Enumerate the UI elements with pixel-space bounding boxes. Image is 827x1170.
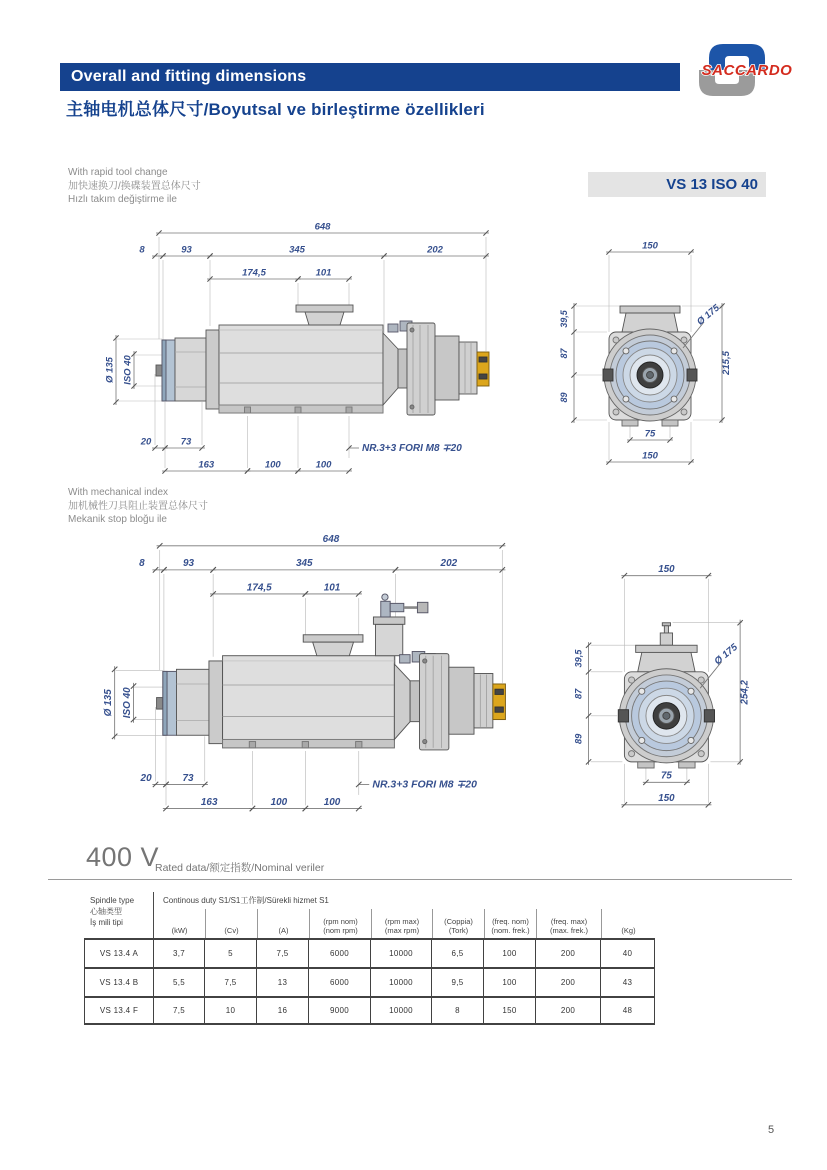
- header-bar: [60, 63, 680, 91]
- table-cell: 200: [536, 938, 601, 967]
- mounting-hole-mark: [356, 742, 362, 748]
- duty-header: Continous duty S1/S1工作制/Sürekli hizmet S1: [163, 896, 329, 905]
- dimension-label: 150: [658, 564, 675, 576]
- table-cell: 16: [257, 996, 309, 1025]
- mechanical-index-cylinder: [376, 624, 403, 655]
- mounting-hole-mark: [245, 407, 251, 413]
- dimension-label: 174,5: [246, 582, 272, 594]
- screw: [423, 739, 427, 743]
- spindle-type-header: [84, 892, 154, 938]
- front-view-drawing-mechanical-index: [564, 545, 820, 813]
- pipe-connector: [417, 602, 427, 612]
- section-2-tr: Mekanik stop bloğu ile: [68, 514, 167, 525]
- side-clamp-right: [704, 710, 714, 722]
- air-union-neck: [305, 312, 344, 325]
- table-row-name: VS 13.4 A: [84, 938, 154, 967]
- dimension-label: 39,5: [573, 649, 584, 668]
- column-header: [536, 909, 601, 938]
- table-cell: 100: [484, 938, 536, 967]
- front-collar: [209, 661, 223, 744]
- foot: [622, 420, 638, 426]
- index-stud-cap: [662, 623, 670, 626]
- mechanical-index-cap: [373, 617, 404, 624]
- dimension-label: 93: [182, 558, 195, 570]
- corner-screw: [629, 677, 635, 683]
- holes-note: NR.3+3 FORI M8 ∓20: [362, 443, 462, 454]
- dimension-label: Ø 135: [104, 357, 116, 383]
- sensor-detail: [495, 707, 503, 712]
- dimension-label: 215,5: [721, 351, 732, 375]
- mounting-hole-mark: [249, 742, 255, 748]
- column-header-line1: (rpm max): [384, 917, 420, 926]
- column-header-line1: (Kg): [621, 926, 636, 935]
- page-subtitle: 主轴电机总体尺寸/Boyutsal ve birleştirme özellikleri: [66, 100, 485, 119]
- dimension-label: 202: [427, 244, 443, 256]
- air-union-plate: [303, 635, 363, 642]
- bolt-hole: [671, 396, 677, 402]
- table-cell: 43: [601, 967, 655, 996]
- dimension-label: 75: [644, 428, 656, 440]
- mounting-hole-mark: [302, 742, 308, 748]
- section-1-tr: Hızlı takım değiştirme ile: [68, 194, 177, 205]
- dimension-label: 100: [323, 796, 341, 808]
- rated-data-label: Rated data/额定指数/Nominal veriler: [155, 862, 325, 874]
- dimension-label: 89: [559, 392, 569, 403]
- section-2-en: With mechanical index: [68, 487, 169, 498]
- column-header-line1: (A): [278, 926, 289, 935]
- pneumatic-fitting: [400, 655, 410, 663]
- model-name: VS 13 ISO 40: [666, 176, 758, 193]
- table-cell: 6000: [309, 967, 371, 996]
- dimension-label: 100: [270, 796, 288, 808]
- dimension-label: 100: [315, 459, 332, 471]
- dimension-label: 8: [139, 244, 145, 256]
- dimension-label: Ø 175: [694, 302, 722, 328]
- table-cell: 200: [536, 996, 601, 1025]
- transition-cone: [383, 333, 398, 405]
- shaft-center: [647, 372, 654, 379]
- side-view-drawing-rapid-tool-change: [102, 216, 522, 478]
- dimension-label: 20: [140, 436, 152, 448]
- corner-screw: [698, 677, 704, 683]
- column-header-line2: (max. frek.): [550, 926, 588, 935]
- column-header-line1: (rpm nom): [323, 917, 358, 926]
- shaft-nub: [157, 698, 163, 710]
- index-fitting: [381, 601, 390, 617]
- section-1-label: [68, 166, 201, 207]
- column-header-line1: (kW): [171, 926, 188, 935]
- table-cell: 10: [205, 996, 257, 1025]
- column-header: [432, 909, 484, 938]
- clamp-flange-disc: [407, 323, 435, 415]
- table-cell: 6000: [309, 938, 371, 967]
- dimension-label: 89: [573, 733, 584, 744]
- column-header: [257, 909, 309, 938]
- bolt-hole: [623, 396, 629, 402]
- dimension-label: 73: [180, 436, 192, 448]
- corner-screw: [698, 751, 704, 757]
- column-header: [154, 909, 205, 938]
- section-1-en: With rapid tool change: [68, 167, 168, 178]
- terminal-box-plate: [620, 306, 680, 313]
- column-header-line1: (Coppia): [444, 917, 473, 926]
- spindle-front-view: [559, 241, 732, 465]
- dimension-label: 100: [264, 459, 281, 471]
- dimension-label: 75: [660, 770, 672, 782]
- shaft-ring: [410, 681, 419, 722]
- spindle-side-view-mech-index: [103, 534, 505, 811]
- spindle-front-view-mech-index: [573, 564, 750, 807]
- column-header-line1: (freq. nom): [492, 917, 529, 926]
- side-clamp-left: [603, 369, 613, 381]
- column-header: [309, 909, 371, 938]
- column-header: [205, 909, 257, 938]
- dimension-label: 202: [440, 558, 458, 570]
- tool-clamp-body: [435, 336, 459, 400]
- table-cell: 5: [205, 938, 257, 967]
- voltage-heading: 400 V: [86, 842, 160, 872]
- pneumatic-fitting: [388, 324, 398, 332]
- table-cell: 150: [484, 996, 536, 1025]
- sensor-detail: [495, 689, 503, 694]
- table-cell: 13: [257, 967, 309, 996]
- side-view-drawing-mechanical-index: [100, 528, 540, 819]
- bolt-hole: [688, 688, 694, 694]
- dimension-label: 345: [295, 558, 313, 570]
- front-collar: [206, 330, 219, 409]
- front-view-drawing-rapid-tool-change: [550, 222, 800, 470]
- side-clamp-right: [687, 369, 697, 381]
- bolt-hole: [639, 688, 645, 694]
- dimension-label: 20: [140, 772, 152, 784]
- dimension-label: 345: [289, 244, 305, 256]
- bolt-hole: [639, 737, 645, 743]
- clamp-flange-disc: [420, 654, 449, 750]
- foot: [662, 420, 678, 426]
- spindle-nose-ring-dark: [162, 340, 166, 401]
- saccardo-logo: [693, 40, 801, 100]
- side-clamp-left: [618, 710, 628, 722]
- table-cell: 8: [432, 996, 484, 1025]
- section-1-zh: 加快速换刀/换碟装置总体尺寸: [68, 180, 201, 192]
- column-header-line2: (max rpm): [384, 926, 420, 935]
- air-union-neck: [313, 642, 354, 656]
- column-header: [601, 909, 655, 938]
- dimension-label: 648: [322, 534, 340, 546]
- index-stud-stem: [664, 626, 668, 633]
- table-cell: 7,5: [205, 967, 257, 996]
- tool-clamp-body: [449, 667, 474, 734]
- dimension-label: 254,2: [739, 680, 751, 705]
- tool-clamp-discs: [474, 674, 493, 728]
- dimension-label: 8: [139, 558, 145, 570]
- terminal-box-plate: [636, 645, 697, 652]
- spindle-nose: [175, 338, 206, 401]
- corner-screw: [613, 409, 619, 415]
- table-cell: 6,5: [432, 938, 484, 967]
- shaft-nub: [156, 365, 162, 376]
- table-cell: 7,5: [154, 996, 205, 1025]
- column-header: [484, 909, 536, 938]
- motor-body: [219, 325, 383, 413]
- dimension-label: 87: [573, 688, 584, 699]
- corner-screw: [629, 751, 635, 757]
- shaft-ring: [398, 349, 407, 388]
- mounting-hole-mark: [346, 407, 352, 413]
- page-title: Overall and fitting dimensions: [71, 68, 307, 85]
- dimension-label: 101: [323, 582, 341, 594]
- logo-wordmark: SACCARDO: [701, 62, 793, 79]
- holes-note: NR.3+3 FORI M8 ∓20: [372, 779, 477, 791]
- rated-data-table: [84, 892, 655, 1025]
- index-valve: [382, 594, 388, 600]
- dimension-label: 39,5: [559, 310, 569, 328]
- table-cell: 5,5: [154, 967, 205, 996]
- dimension-label: 150: [658, 793, 675, 805]
- page-number: 5: [768, 1124, 775, 1136]
- table-cell: 48: [601, 996, 655, 1025]
- transition-cone: [394, 664, 410, 739]
- spindle-nose: [176, 669, 208, 735]
- section-2-label: [68, 486, 208, 527]
- table-cell: 9000: [309, 996, 371, 1025]
- tool-clamp-discs: [459, 342, 477, 394]
- corner-screw: [681, 337, 687, 343]
- corner-screw: [681, 409, 687, 415]
- dimension-label: 73: [182, 772, 194, 784]
- motor-body: [223, 656, 395, 748]
- foot: [638, 762, 654, 768]
- dimension-label: 163: [198, 459, 215, 471]
- table-row-name: VS 13.4 F: [84, 996, 154, 1025]
- spindle-type-header-line: 心轴类型: [90, 907, 122, 916]
- table-cell: 100: [484, 967, 536, 996]
- screw: [410, 328, 414, 332]
- section-2-zh: 加机械性刀具阻止装置总体尺寸: [68, 500, 208, 512]
- dimension-label: Ø 175: [712, 641, 740, 668]
- spindle-type-header-line: Spindle type: [90, 896, 135, 905]
- column-header-line2: (nom rpm): [323, 926, 358, 935]
- table-cell: 10000: [371, 938, 432, 967]
- dimension-label: 174,5: [242, 267, 266, 279]
- foot: [679, 762, 695, 768]
- screw: [423, 659, 427, 663]
- column-header: [371, 909, 432, 938]
- table-cell: 3,7: [154, 938, 205, 967]
- table-cell: 200: [536, 967, 601, 996]
- column-header-line1: (Cv): [224, 926, 239, 935]
- rated-table-grid: [84, 892, 655, 1025]
- dimension-label: 101: [315, 267, 332, 279]
- bolt-hole: [688, 737, 694, 743]
- mounting-hole-mark: [295, 407, 301, 413]
- column-header-line2: (nom. frek.): [491, 926, 530, 935]
- model-badge: [588, 172, 766, 197]
- spindle-side-view: [105, 222, 490, 474]
- table-row-name: VS 13.4 B: [84, 967, 154, 996]
- corner-screw: [613, 337, 619, 343]
- divider-rule: [48, 879, 792, 880]
- table-cell: 40: [601, 938, 655, 967]
- bolt-hole: [623, 348, 629, 354]
- air-union-plate: [296, 305, 353, 312]
- shaft-center: [663, 712, 670, 719]
- index-stud-base: [660, 633, 672, 645]
- table-cell: 10000: [371, 996, 432, 1025]
- screw: [410, 405, 414, 409]
- bolt-hole: [671, 348, 677, 354]
- table-cell: 9,5: [432, 967, 484, 996]
- table-cell: 10000: [371, 967, 432, 996]
- dimension-label: 150: [642, 240, 658, 252]
- column-header-line2: (Tork): [448, 926, 469, 935]
- column-header-line1: (freq. max): [550, 917, 588, 926]
- dimension-label: 163: [200, 796, 218, 808]
- sensor-detail: [479, 374, 487, 379]
- dimension-label: 150: [642, 450, 658, 462]
- index-fitting: [390, 603, 404, 611]
- table-cell: 7,5: [257, 938, 309, 967]
- spindle-nose-ring-dark: [163, 671, 167, 735]
- spindle-type-header-line: İş mili tipi: [90, 918, 123, 927]
- dimension-label: Ø 135: [102, 689, 115, 717]
- sensor-detail: [479, 357, 487, 362]
- dimension-label: 648: [314, 221, 331, 233]
- dimension-label: ISO 40: [122, 355, 134, 385]
- dimension-label: ISO 40: [121, 687, 133, 719]
- dimension-label: 93: [181, 244, 192, 256]
- dimension-label: 87: [559, 348, 569, 359]
